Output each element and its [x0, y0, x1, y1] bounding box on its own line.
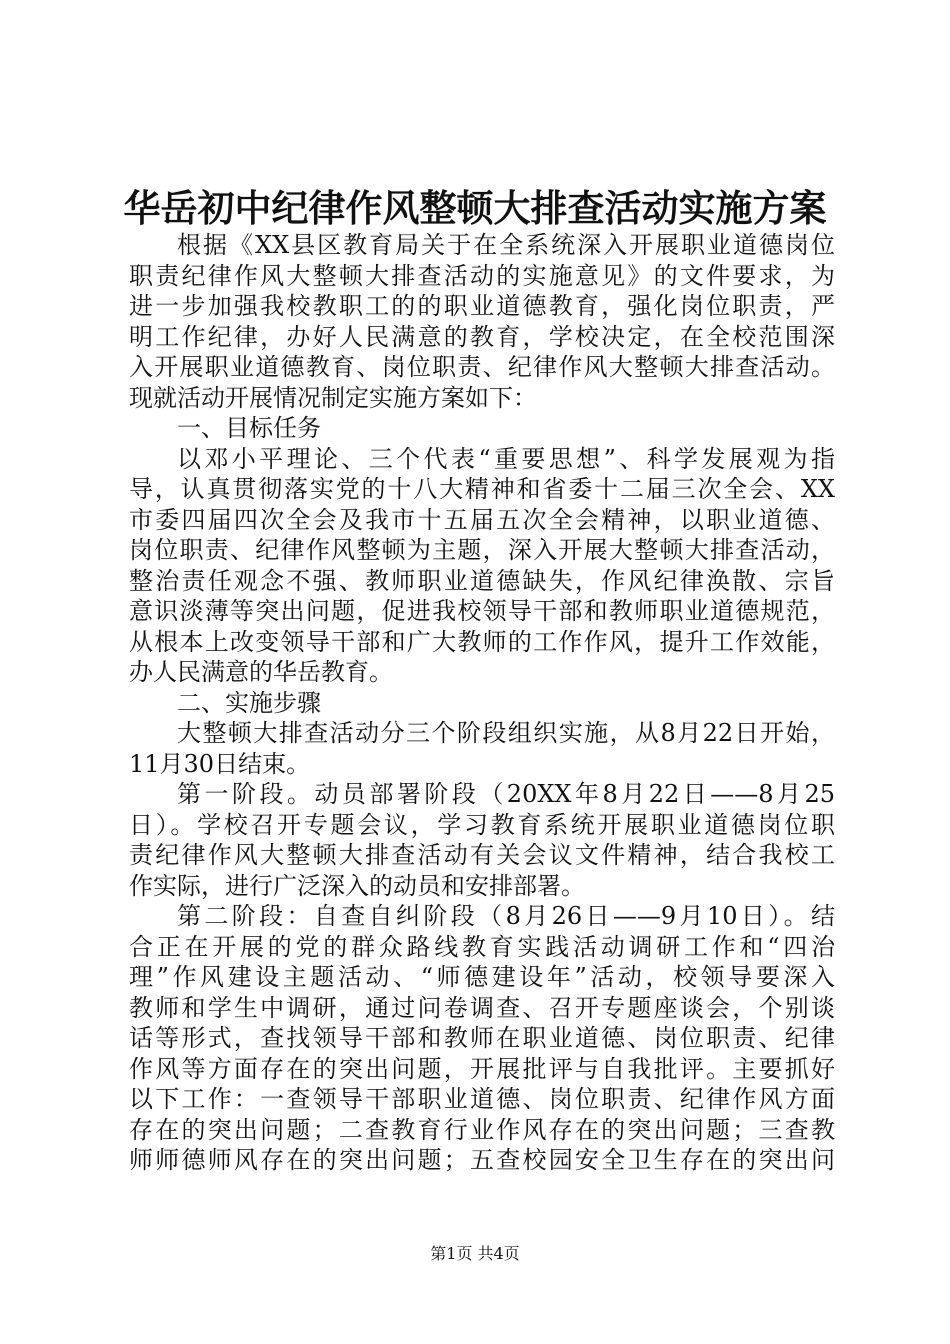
- text-line: 整治责任观念不强、教师职业道德缺失，作风纪律涣散、宗旨: [129, 566, 835, 595]
- text-line: 作风等方面存在的突出问题，开展批评与自我批评。主要抓好: [129, 1054, 835, 1083]
- text-line: 意识淡薄等突出问题，促进我校领导干部和教师职业道德规范，: [129, 597, 835, 625]
- text-line: 大整顿大排查活动分三个阶段组织实施，从8月22日开始，: [177, 719, 835, 747]
- text-line: 岗位职责、纪律作风整顿为主题，深入开展大整顿大排查活动，: [129, 536, 835, 564]
- text-line: 入开展职业道德教育、岗位职责、纪律作风大整顿大排查活动。: [129, 353, 835, 381]
- text-line: 第一阶段。动员部署阶段（20XX年8月22日——8月25: [177, 780, 835, 808]
- text-line: 以邓小平理论、三个代表“重要思想”、科学发展观为指: [177, 444, 835, 473]
- text-line: 现就活动开展情况制定实施方案如下：: [129, 383, 537, 412]
- text-line: 以下工作：一查领导干部职业道德、岗位职责、纪律作风方面: [129, 1085, 835, 1113]
- text-line: 作实际，进行广泛深入的动员和安排部署。: [129, 871, 585, 900]
- text-line: 导，认真贯彻落实党的十八大精神和省委十二届三次全会、XX: [129, 475, 835, 503]
- text-line: 市委四届四次全会及我市十五届五次全会精神，以职业道德、: [129, 505, 835, 534]
- text-line: 理”作风建设主题活动、“师德建设年”活动，校领导要深入: [129, 963, 835, 991]
- text-line: 职责纪律作风大整顿大排查活动的实施意见》的文件要求，为: [129, 261, 835, 290]
- text-line: 11月30日结束。: [129, 749, 311, 778]
- text-line: 从根本上改变领导干部和广大教师的工作作风，提升工作效能，: [129, 627, 835, 656]
- text-line: 存在的突出问题；二查教育行业作风存在的突出问题；三查教: [129, 1115, 835, 1144]
- text-line: 合正在开展的党的群众路线教育实践活动调研工作和“四治: [129, 932, 835, 961]
- text-line: 责纪律作风大整顿大排查活动有关会议文件精神，结合我校工: [129, 841, 835, 869]
- text-line: 话等形式，查找领导干部和教师在职业道德、岗位职责、纪律: [129, 1024, 835, 1052]
- document-body: [129, 230, 835, 1176]
- text-line: 明工作纪律，办好人民满意的教育，学校决定，在全校范围深: [129, 322, 835, 351]
- text-line: 办人民满意的华岳教育。: [129, 658, 393, 686]
- text-line: 根据《XX县区教育局关于在全系统深入开展职业道德岗位: [177, 231, 835, 259]
- text-line: 第二阶段：自查自纠阶段（8月26日——9月10日）。结: [177, 902, 835, 930]
- text-line: 进一步加强我校教职工的的职业道德教育，强化岗位职责，严: [129, 292, 835, 320]
- text-line: 日）。学校召开专题会议，学习教育系统开展职业道德岗位职: [129, 810, 835, 839]
- document-title: 华岳初中纪律作风整顿大排查活动实施方案: [123, 186, 827, 230]
- text-line: 一、目标任务: [177, 414, 321, 442]
- text-line: 师师德师风存在的突出问题；五查校园安全卫生存在的突出问: [129, 1146, 835, 1174]
- page-footer: 第1页 共4页: [430, 1244, 520, 1263]
- text-line: 教师和学生中调研，通过问卷调查、召开专题座谈会，个别谈: [129, 993, 835, 1022]
- text-line: 二、实施步骤: [177, 688, 321, 717]
